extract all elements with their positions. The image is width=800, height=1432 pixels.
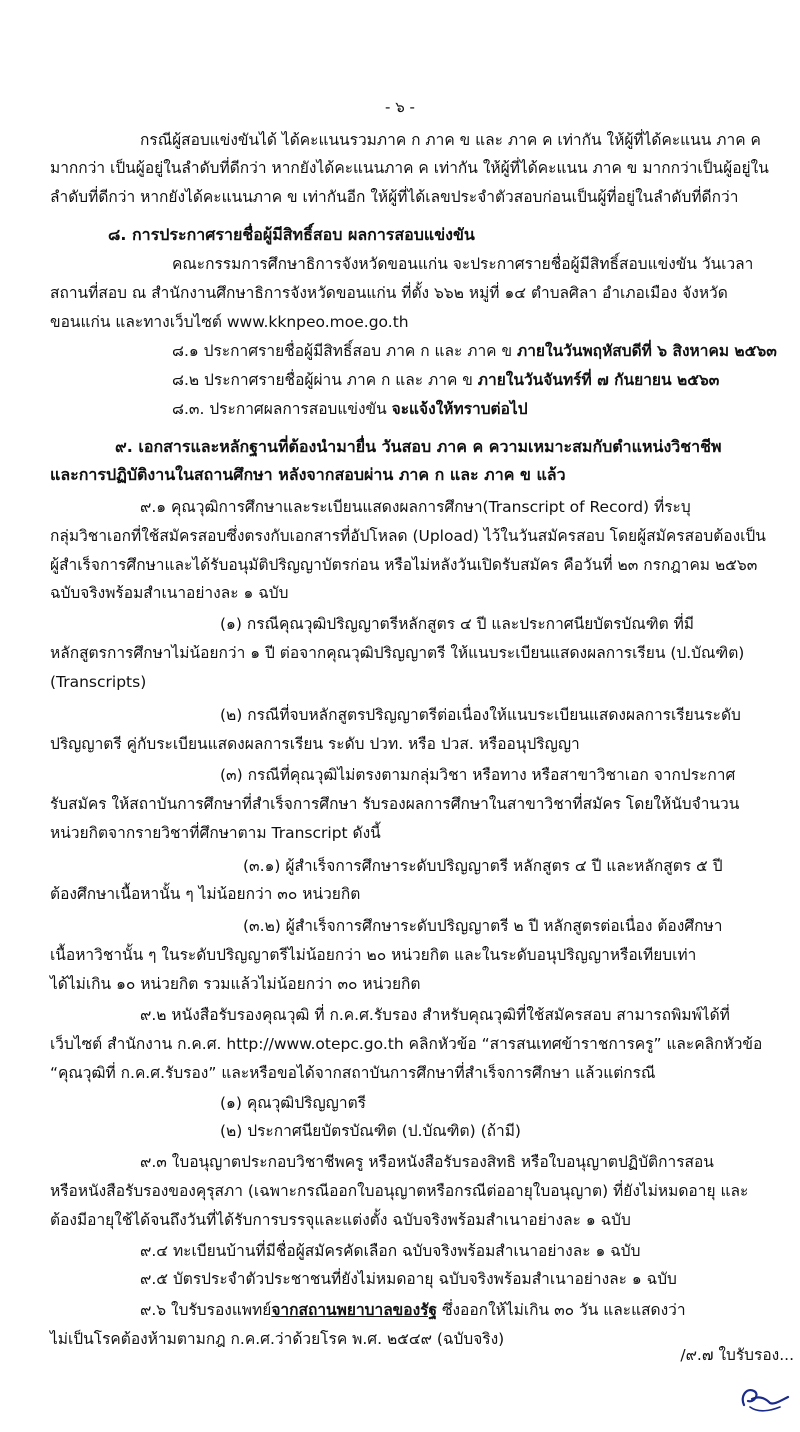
item-8-1-date: ภายในวันพฤหัสบดีที่ ๖ สิงหาคม ๒๕๖๓ xyxy=(517,342,777,360)
section-8-para-line-2: สถานที่สอบ ณ สำนักงานศึกษาธิการจังหวัดขอนแก่น ที่ตั้ง ๖๖๒ หมู่ที่ ๑๔ ตำบลศิลา อำเภอเมือง จังหวัด xyxy=(50,284,728,302)
item-8-3 xyxy=(172,399,528,419)
item-9-1-line-2: กลุ่มวิชาเอกที่ใช้สมัครสอบซึ่งตรงกับเอกสารที่อัปโหลด (Upload) ไว้ในวันสมัครสอบ โดยผู้สมัครสอบต้องเป็น xyxy=(50,527,766,545)
item-9-1-3-2-line-1: (๓.๒) ผู้สำเร็จการศึกษาระดับปริญญาตรี ๒ ปี หลักสูตรต่อเนื่อง ต้องศึกษา xyxy=(243,917,723,935)
item-9-2-line-3: “คุณวุฒิที่ ก.ค.ศ.รับรอง” และหรือขอได้จากสถาบันการศึกษาที่สำเร็จการศึกษา แล้วแต่กรณี xyxy=(50,1064,656,1082)
item-8-2-date: ภายในวันจันทร์ที่ ๗ กันยายน ๒๕๖๓ xyxy=(477,371,720,389)
item-8-3-text: ๘.๓. ประกาศผลการสอบแข่งขัน xyxy=(172,400,392,418)
item-9-6-underlined: จากสถานพยาบาลของรัฐ xyxy=(271,1301,438,1319)
page-number: - ๖ - xyxy=(385,98,415,116)
section-8-heading: ๘. การประกาศรายชื่อผู้มีสิทธิ์สอบ ผลการสอบแข่งขัน xyxy=(108,225,475,244)
item-8-2-text: ๘.๒ ประกาศรายชื่อผู้ผ่าน ภาค ก และ ภาค ข xyxy=(172,371,478,389)
item-9-2-2: (๒) ประกาศนียบัตรบัณฑิต (ป.บัณฑิต) (ถ้ามี) xyxy=(220,1122,521,1140)
continued-note: /๙.๗ ใบรับรอง... xyxy=(680,1346,794,1364)
tie-rule-line-1: กรณีผู้สอบแข่งขันได้ ได้คะแนนรวมภาค ก ภาค ข และ ภาค ค เท่ากัน ให้ผู้ที่ได้คะแนน ภาค ค xyxy=(140,131,761,149)
item-9-1-3-line-3: หน่วยกิตจากรายวิชาที่ศึกษาตาม Transcript ดังนี้ xyxy=(50,824,381,842)
section-8-para-line-1: คณะกรรมการศึกษาธิการจังหวัดขอนแก่น จะประกาศรายชื่อผู้มีสิทธิ์สอบแข่งขัน วันเวลา xyxy=(172,255,754,273)
section-9-heading-line-1: ๙. เอกสารและหลักฐานที่ต้องนำมายื่น วันสอบ ภาค ค ความเหมาะสมกับตำแหน่งวิชาชีพ xyxy=(115,437,722,456)
item-9-4: ๙.๔ ทะเบียนบ้านที่มีชื่อผู้สมัครคัดเลือก ฉบับจริงพร้อมสำเนาอย่างละ ๑ ฉบับ xyxy=(140,1242,641,1260)
item-9-6-line-2: ไม่เป็นโรคต้องห้ามตามกฎ ก.ค.ศ.ว่าด้วยโรค พ.ศ. ๒๕๔๙ (ฉบับจริง) xyxy=(50,1330,505,1348)
section-8-para-line-3: ขอนแก่น และทางเว็บไซต์ www.kknpeo.moe.go.th xyxy=(50,313,409,331)
item-9-1-line-4: ฉบับจริงพร้อมสำเนาอย่างละ ๑ ฉบับ xyxy=(50,584,289,602)
item-9-1-1-line-1: (๑) กรณีคุณวุฒิปริญญาตรีหลักสูตร ๔ ปี และประกาศนียบัตรบัณฑิต ที่มี xyxy=(220,615,695,633)
item-9-2-line-2: เว็บไซต์ สำนักงาน ก.ค.ศ. http://www.otepc.go.th คลิกหัวข้อ “สารสนเทศข้าราชการครู” และคลิกหัวข้อ xyxy=(50,1035,763,1053)
item-9-1-2-line-1: (๒) กรณีที่จบหลักสูตรปริญญาตรีต่อเนื่องให้แนบระเบียนแสดงผลการเรียนระดับ xyxy=(220,706,741,724)
item-9-1-line-1: ๙.๑ คุณวุฒิการศึกษาและระเบียนแสดงผลการศึกษา(Transcript of Record) ที่ระบุ xyxy=(140,498,691,516)
item-9-1-3-2-line-2: เนื้อหาวิชานั้น ๆ ในระดับปริญญาตรีไม่น้อยกว่า ๒๐ หน่วยกิต และในระดับอนุปริญญาหรือเทียบเท่า xyxy=(50,946,697,964)
item-9-1-1-line-2: หลักสูตรการศึกษาไม่น้อยกว่า ๑ ปี ต่อจากคุณวุฒิปริญญาตรี ให้แนบระเบียนแสดงผลการเรียน (ป.บัณฑิต) xyxy=(50,644,745,662)
item-9-2-line-1: ๙.๒ หนังสือรับรองคุณวุฒิ ที่ ก.ค.ศ.รับรอง สำหรับคุณวุฒิที่ใช้สมัครสอบ สามารถพิมพ์ได้ที่ xyxy=(140,1006,730,1024)
item-9-1-3-1-line-2: ต้องศึกษาเนื้อหานั้น ๆ ไม่น้อยกว่า ๓๐ หน่วยกิต xyxy=(50,885,361,903)
item-8-1 xyxy=(172,341,777,361)
item-9-6-rest: ซึ่งออกให้ไม่เกิน ๓๐ วัน และแสดงว่า xyxy=(437,1301,686,1319)
item-9-6-text: ๙.๖ ใบรับรองแพทย์ xyxy=(140,1301,272,1319)
item-9-2-1: (๑) คุณวุฒิปริญญาตรี xyxy=(220,1094,366,1112)
item-8-1-text: ๘.๑ ประกาศรายชื่อผู้มีสิทธิ์สอบ ภาค ก และ ภาค ข xyxy=(172,342,517,360)
item-9-1-line-3: ผู้สำเร็จการศึกษาและได้รับอนุมัติปริญญาบัตรก่อน หรือไม่หลังวันเปิดรับสมัคร คือวันที่ ๒๓ กรกฎาคม ๒๕๖๓ xyxy=(50,556,758,574)
tie-rule-line-2: มากกว่า เป็นผู้อยู่ในลำดับที่ดีกว่า หากยังได้คะแนนภาค ค เท่ากัน ให้ผู้ที่ได้คะแนน ภาค ข มากกว่าเป็นผู้อยู่ใน xyxy=(50,159,769,177)
item-9-3-line-2: หรือหนังสือรับรองของคุรุสภา (เฉพาะกรณีออกใบอนุญาตหรือกรณีต่ออายุใบอนุญาต) ที่ยังไม่หมดอายุ และ xyxy=(50,1182,749,1200)
signature-mark xyxy=(736,1377,796,1417)
item-8-3-note: จะแจ้งให้ทราบต่อไป xyxy=(391,400,528,418)
item-9-1-3-1-line-1: (๓.๑) ผู้สำเร็จการศึกษาระดับปริญญาตรี หลักสูตร ๔ ปี และหลักสูตร ๕ ปี xyxy=(243,857,723,875)
item-8-2 xyxy=(172,370,719,390)
item-9-3-line-1: ๙.๓ ใบอนุญาตประกอบวิชาชีพครู หรือหนังสือรับรองสิทธิ หรือใบอนุญาตปฏิบัติการสอน xyxy=(140,1153,714,1171)
item-9-3-line-3: ต้องมีอายุใช้ได้จนถึงวันที่ได้รับการบรรจุและแต่งตั้ง ฉบับจริงพร้อมสำเนาอย่างละ ๑ ฉบับ xyxy=(50,1211,631,1229)
item-9-1-1-line-3: (Transcripts) xyxy=(50,673,147,691)
section-9-heading-line-2: และการปฏิบัติงานในสถานศึกษา หลังจากสอบผ่าน ภาค ก และ ภาค ข แล้ว xyxy=(50,465,566,484)
item-9-1-3-line-2: รับสมัคร ให้สถาบันการศึกษาที่สำเร็จการศึกษา รับรองผลการศึกษาในสาขาวิชาที่สมัคร โดยให้นับจำนวน xyxy=(50,795,740,813)
item-9-1-3-2-line-3: ได้ไม่เกิน ๑๐ หน่วยกิต รวมแล้วไม่น้อยกว่า ๓๐ หน่วยกิต xyxy=(50,975,421,993)
item-9-1-2-line-2: ปริญญาตรี คู่กับระเบียนแสดงผลการเรียน ระดับ ปวท. หรือ ปวส. หรืออนุปริญญา xyxy=(50,735,580,753)
item-9-6-line-1 xyxy=(140,1300,686,1320)
item-9-5: ๙.๕ บัตรประจำตัวประชาชนที่ยังไม่หมดอายุ ฉบับจริงพร้อมสำเนาอย่างละ ๑ ฉบับ xyxy=(140,1270,677,1288)
tie-rule-line-3: ลำดับที่ดีกว่า หากยังได้คะแนนภาค ข เท่ากันอีก ให้ผู้ที่ได้เลขประจำตัวสอบก่อนเป็นผู้ที่อยู่ในลำดับที่ดีกว่า xyxy=(50,188,739,206)
item-9-1-3-line-1: (๓) กรณีที่คุณวุฒิไม่ตรงตามกลุ่มวิชา หรือทาง หรือสาขาวิชาเอก จากประกาศ xyxy=(220,766,736,784)
